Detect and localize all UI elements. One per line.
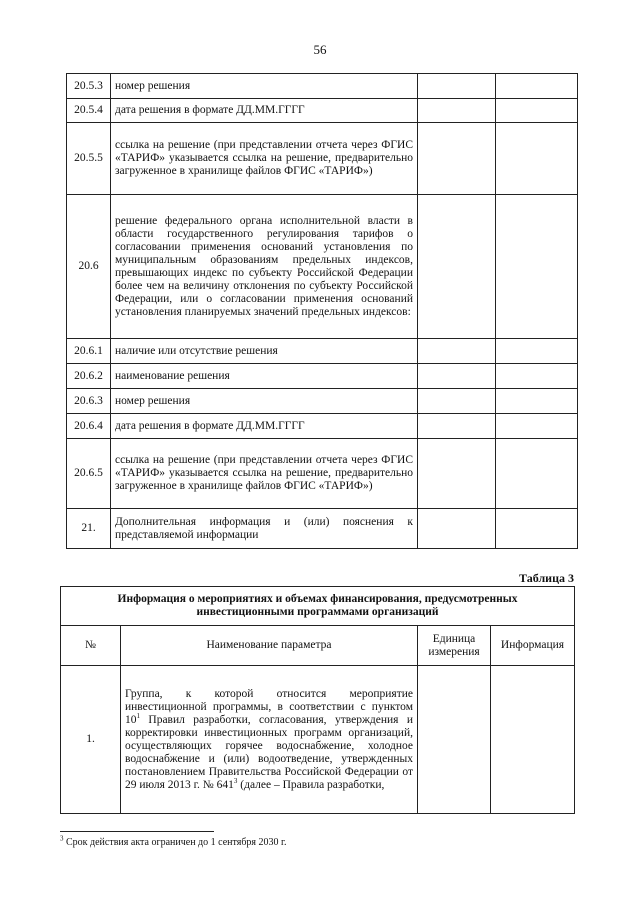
footnote (60, 834, 287, 848)
info-cell (496, 509, 578, 549)
row-text: номер решения (111, 389, 418, 414)
info-cell (496, 414, 578, 439)
table-row (67, 509, 578, 549)
table-row (67, 389, 578, 414)
info-cell (491, 666, 575, 814)
row-number: 20.6.5 (67, 439, 111, 509)
header-info: Информация (491, 626, 575, 666)
footnote-ref: 1 (136, 711, 140, 720)
unit-cell (418, 666, 491, 814)
footnote-text: Срок действия акта ограничен до 1 сентября 2030 г. (63, 837, 287, 848)
row-text-part: Группа, к которой относится мероприятие инвестиционной программы, в соответствии с пунктом 10 (125, 687, 413, 726)
row-text: наименование решения (111, 364, 418, 389)
row-text: ссылка на решение (при представлении отчета через ФГИС «ТАРИФ» указывается ссылка на решение, предварительно загруженное в хранилище файлов ФГИС «ТАРИФ») (111, 439, 418, 509)
table-title-row (61, 587, 575, 626)
row-text: дата решения в формате ДД.ММ.ГГГГ (111, 414, 418, 439)
unit-cell (418, 414, 496, 439)
table-caption: Таблица 3 (519, 571, 574, 585)
row-number: 20.5.3 (67, 74, 111, 99)
row-text: дата решения в формате ДД.ММ.ГГГГ (111, 99, 418, 123)
header-number: № (61, 626, 121, 666)
row-number: 20.6.3 (67, 389, 111, 414)
table-row (67, 195, 578, 339)
unit-cell (418, 509, 496, 549)
row-number: 21. (67, 509, 111, 549)
page-number: 56 (313, 42, 327, 57)
row-text-part: (далее – Правила разработки, (237, 778, 385, 791)
row-text-part: Правил разработки, согласования, утверждения и корректировки инвестиционных программ организаций, осуществляющих горячее водоснабжение, холодное водоснабжение и (или) водоотведение, утвержденных постановлением Правительства Российской Федерации от 29 июля 2013 г. № 641 (125, 713, 413, 791)
header-unit: Единица измерения (418, 626, 491, 666)
info-cell (496, 339, 578, 364)
unit-cell (418, 364, 496, 389)
info-cell (496, 364, 578, 389)
unit-cell (418, 339, 496, 364)
row-number: 20.5.4 (67, 99, 111, 123)
row-text: решение федерального органа исполнительной власти в области государственного регулирования тарифов о согласовании применения оснований установления по муниципальным образованиям предельных индексов, превышающих индекс по субъекту Российской Федерации более чем на величину отклонения по субъекту Российской Федерации, или о согласовании применения оснований установления планируемых значений предельных индексов: (111, 195, 418, 339)
table-row (67, 74, 578, 99)
table-header-row (61, 626, 575, 666)
footnote-marker: 3 (60, 834, 64, 843)
row-number: 20.6.4 (67, 414, 111, 439)
row-text: ссылка на решение (при представлении отчета через ФГИС «ТАРИФ» указывается ссылка на решение, предварительно загруженное в хранилище файлов ФГИС «ТАРИФ») (111, 123, 418, 195)
investment-table (60, 586, 575, 814)
row-number: 20.5.5 (67, 123, 111, 195)
unit-cell (418, 195, 496, 339)
unit-cell (418, 99, 496, 123)
unit-cell (418, 74, 496, 99)
row-text: наличие или отсутствие решения (111, 339, 418, 364)
row-number: 1. (61, 666, 121, 814)
info-cell (496, 195, 578, 339)
info-cell (496, 439, 578, 509)
table-row (67, 99, 578, 123)
table-row (67, 364, 578, 389)
table-row (61, 666, 575, 814)
header-param: Наименование параметра (121, 626, 418, 666)
table-row (67, 339, 578, 364)
info-cell (496, 99, 578, 123)
row-number: 20.6 (67, 195, 111, 339)
table-row (67, 123, 578, 195)
row-number: 20.6.2 (67, 364, 111, 389)
info-cell (496, 389, 578, 414)
table-row (67, 414, 578, 439)
table-row (67, 439, 578, 509)
footnote-separator (60, 831, 214, 832)
table-title: Информация о мероприятиях и объемах финансирования, предусмотренных инвестиционными программами организаций (61, 587, 575, 626)
footnote-ref: 3 (233, 776, 238, 785)
unit-cell (418, 389, 496, 414)
info-cell (496, 74, 578, 99)
unit-cell (418, 439, 496, 509)
row-text: номер решения (111, 74, 418, 99)
row-text: Дополнительная информация и (или) пояснения к представляемой информации (111, 509, 418, 549)
row-text (121, 666, 418, 814)
unit-cell (418, 123, 496, 195)
parameters-table (66, 73, 578, 549)
info-cell (496, 123, 578, 195)
row-number: 20.6.1 (67, 339, 111, 364)
